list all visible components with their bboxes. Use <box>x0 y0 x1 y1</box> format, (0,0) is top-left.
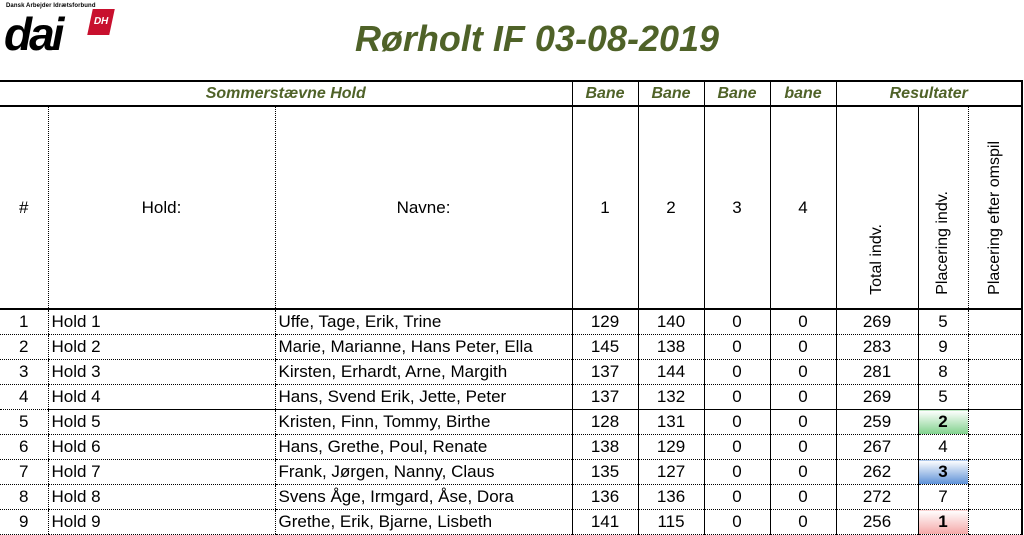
table-row <box>0 335 1022 360</box>
row-placering: 3 <box>918 460 968 485</box>
row-names: Hans, Grethe, Poul, Renate <box>275 435 572 460</box>
row-omspil <box>968 460 1022 485</box>
table-row <box>0 510 1022 535</box>
row-bane1: 138 <box>572 435 638 460</box>
row-bane3: 0 <box>704 510 770 535</box>
row-names: Grethe, Erik, Bjarne, Lisbeth <box>275 510 572 535</box>
row-omspil <box>968 510 1022 535</box>
row-number: 4 <box>0 385 48 410</box>
row-hold: Hold 7 <box>48 460 275 485</box>
logo-org-name: Dansk Arbejder Idrætsforbund <box>6 3 96 9</box>
row-bane3: 0 <box>704 460 770 485</box>
table-row <box>0 385 1022 410</box>
row-total: 281 <box>836 360 918 385</box>
bane4-header: bane <box>770 81 836 106</box>
row-bane3: 0 <box>704 410 770 435</box>
num-column-header: # <box>0 106 48 309</box>
row-bane1: 137 <box>572 385 638 410</box>
table-row <box>0 360 1022 385</box>
row-bane2: 132 <box>638 385 704 410</box>
row-bane4: 0 <box>770 485 836 510</box>
row-bane3: 0 <box>704 360 770 385</box>
row-names: Hans, Svend Erik, Jette, Peter <box>275 385 572 410</box>
row-placering: 4 <box>918 435 968 460</box>
row-bane1: 137 <box>572 360 638 385</box>
row-bane4: 0 <box>770 385 836 410</box>
header-row-top <box>0 81 1022 106</box>
row-bane3: 0 <box>704 435 770 460</box>
total-header-label: Total indv. <box>868 224 885 295</box>
bane2-header: Bane <box>638 81 704 106</box>
row-placering: 9 <box>918 335 968 360</box>
row-bane1: 145 <box>572 335 638 360</box>
results-header: Resultater <box>836 81 1022 106</box>
logo-badge: DH <box>87 9 115 35</box>
row-number: 1 <box>0 309 48 335</box>
row-number: 8 <box>0 485 48 510</box>
table-row <box>0 309 1022 335</box>
header-row-columns <box>0 106 1022 309</box>
row-names: Marie, Marianne, Hans Peter, Ella <box>275 335 572 360</box>
row-bane2: 144 <box>638 360 704 385</box>
omspil-column-header <box>968 106 1022 309</box>
row-hold: Hold 8 <box>48 485 275 510</box>
row-bane3: 0 <box>704 485 770 510</box>
row-omspil <box>968 309 1022 335</box>
row-number: 9 <box>0 510 48 535</box>
row-total: 259 <box>836 410 918 435</box>
row-omspil <box>968 485 1022 510</box>
logo-wordmark: dai <box>4 8 62 60</box>
row-bane2: 136 <box>638 485 704 510</box>
row-total: 262 <box>836 460 918 485</box>
row-placering: 5 <box>918 385 968 410</box>
row-bane1: 135 <box>572 460 638 485</box>
row-number: 6 <box>0 435 48 460</box>
row-names: Kristen, Finn, Tommy, Birthe <box>275 410 572 435</box>
row-total: 283 <box>836 335 918 360</box>
row-total: 272 <box>836 485 918 510</box>
b4-column-header: 4 <box>770 106 836 309</box>
row-hold: Hold 9 <box>48 510 275 535</box>
b3-column-header: 3 <box>704 106 770 309</box>
group-header: Sommerstævne Hold <box>0 81 572 106</box>
table-row <box>0 485 1022 510</box>
row-bane2: 140 <box>638 309 704 335</box>
row-bane3: 0 <box>704 385 770 410</box>
row-hold: Hold 6 <box>48 435 275 460</box>
row-bane2: 115 <box>638 510 704 535</box>
row-names: Frank, Jørgen, Nanny, Claus <box>275 460 572 485</box>
row-hold: Hold 4 <box>48 385 275 410</box>
row-placering: 2 <box>918 410 968 435</box>
row-bane4: 0 <box>770 309 836 335</box>
table-row <box>0 460 1022 485</box>
row-bane4: 0 <box>770 410 836 435</box>
navne-column-header: Navne: <box>275 106 572 309</box>
row-omspil <box>968 410 1022 435</box>
row-bane2: 138 <box>638 335 704 360</box>
row-bane2: 127 <box>638 460 704 485</box>
row-bane4: 0 <box>770 460 836 485</box>
row-placering: 1 <box>918 510 968 535</box>
row-bane2: 129 <box>638 435 704 460</box>
row-hold: Hold 5 <box>48 410 275 435</box>
results-sheet <box>0 80 1024 535</box>
b2-column-header: 2 <box>638 106 704 309</box>
row-omspil <box>968 435 1022 460</box>
row-names: Uffe, Tage, Erik, Trine <box>275 309 572 335</box>
row-bane4: 0 <box>770 510 836 535</box>
placering-column-header <box>918 106 968 309</box>
row-total: 269 <box>836 385 918 410</box>
row-bane1: 141 <box>572 510 638 535</box>
table-row <box>0 410 1022 435</box>
row-number: 2 <box>0 335 48 360</box>
row-omspil <box>968 335 1022 360</box>
row-bane4: 0 <box>770 435 836 460</box>
row-bane1: 128 <box>572 410 638 435</box>
hold-column-header: Hold: <box>48 106 275 309</box>
row-hold: Hold 2 <box>48 335 275 360</box>
row-bane4: 0 <box>770 335 836 360</box>
bane1-header: Bane <box>572 81 638 106</box>
row-omspil <box>968 360 1022 385</box>
row-placering: 8 <box>918 360 968 385</box>
omspil-header-label: Placering efter omspil <box>985 141 1003 295</box>
row-omspil <box>968 385 1022 410</box>
row-placering: 5 <box>918 309 968 335</box>
row-bane1: 136 <box>572 485 638 510</box>
results-table <box>0 80 1023 535</box>
row-bane4: 0 <box>770 360 836 385</box>
page-title: Rørholt IF 03-08-2019 <box>354 18 720 59</box>
row-total: 269 <box>836 309 918 335</box>
row-names: Svens Åge, Irmgard, Åse, Dora <box>275 485 572 510</box>
row-total: 267 <box>836 435 918 460</box>
results-body <box>0 309 1022 535</box>
row-bane3: 0 <box>704 335 770 360</box>
table-row <box>0 435 1022 460</box>
row-hold: Hold 1 <box>48 309 275 335</box>
row-number: 5 <box>0 410 48 435</box>
placering-header-label: Placering indv. <box>934 191 951 295</box>
bane3-header: Bane <box>704 81 770 106</box>
row-total: 256 <box>836 510 918 535</box>
row-bane1: 129 <box>572 309 638 335</box>
row-names: Kirsten, Erhardt, Arne, Margith <box>275 360 572 385</box>
row-placering: 7 <box>918 485 968 510</box>
row-bane2: 131 <box>638 410 704 435</box>
row-number: 7 <box>0 460 48 485</box>
total-column-header <box>836 106 918 309</box>
row-hold: Hold 3 <box>48 360 275 385</box>
row-bane3: 0 <box>704 309 770 335</box>
row-number: 3 <box>0 360 48 385</box>
b1-column-header: 1 <box>572 106 638 309</box>
